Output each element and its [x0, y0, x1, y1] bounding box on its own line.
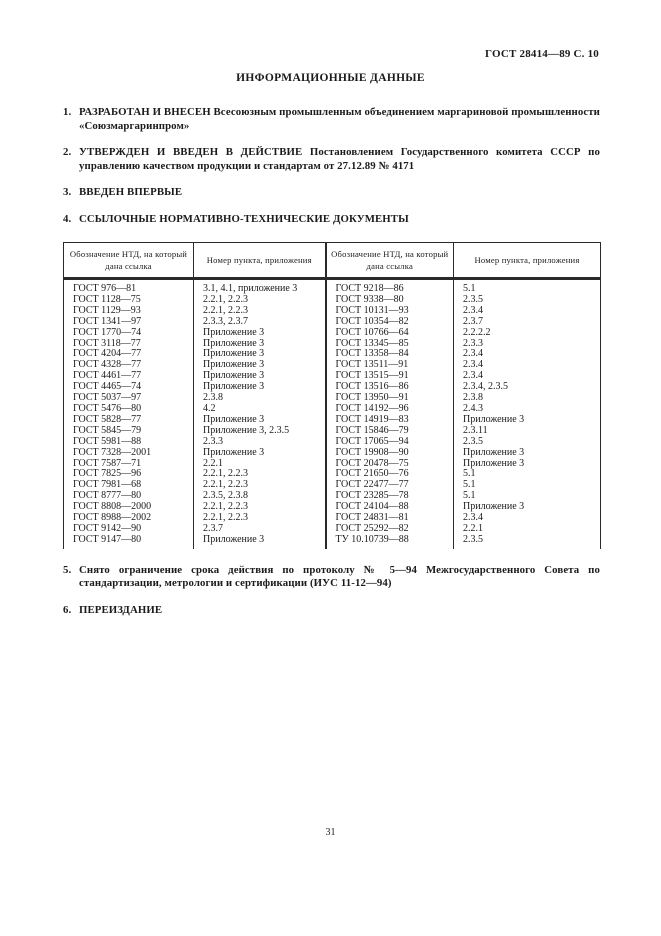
ntd-designation-cell: ГОСТ 5828—77: [64, 415, 194, 426]
ntd-designation-cell: ГОСТ 20478—75: [326, 459, 454, 470]
item-text: РАЗРАБОТАН И ВНЕСЕН Всесоюзным промышленным объединением маргариновой промышленности «Союзмаргаринпром»: [79, 106, 600, 132]
table-row: [64, 524, 601, 535]
ntd-designation-cell: ГОСТ 10354—82: [326, 317, 454, 328]
table-row: [64, 317, 601, 328]
ntd-designation-cell: ГОСТ 1128—75: [64, 295, 194, 306]
ntd-clause-cell: 2.3.4: [463, 305, 483, 316]
col-header-clause-right: Номер пункта, приложения: [454, 243, 601, 279]
ntd-designation-cell: ГОСТ 17065—94: [326, 437, 454, 448]
ntd-clause-cell: 2.3.4, 2.3.5: [463, 382, 508, 393]
table-row: [64, 535, 601, 549]
item-text: ПЕРЕИЗДАНИЕ: [79, 603, 163, 616]
ntd-clause-cell: Приложение 3: [194, 328, 326, 339]
ntd-clause-cell: 2.2.1, 2.2.3: [194, 469, 326, 480]
ntd-clause-cell: 2.2.1: [463, 523, 483, 534]
list-item-2: [63, 146, 600, 173]
ntd-clause-cell: 2.3.4: [463, 513, 483, 524]
ntd-designation-cell: ГОСТ 19908—90: [326, 448, 454, 459]
ntd-designation-cell: ГОСТ 13358—84: [326, 349, 454, 360]
ntd-table-body: [64, 279, 601, 549]
ntd-designation-cell: ГОСТ 10131—93: [326, 306, 454, 317]
ntd-clause-cell: 2.3.8: [463, 393, 483, 404]
ntd-designation-cell: ГОСТ 14192—96: [326, 404, 454, 415]
ntd-clause-cell: 5.1: [463, 480, 476, 491]
ntd-clause-cell: 2.3.3, 2.3.7: [194, 317, 326, 328]
table-row: [64, 371, 601, 382]
ntd-clause-cell: Приложение 3: [194, 339, 326, 350]
ntd-clause-cell: 2.2.1, 2.2.3: [194, 295, 326, 306]
table-row: [64, 393, 601, 404]
ntd-designation-cell: ГОСТ 7825—96: [64, 469, 194, 480]
doc-header: ГОСТ 28414—89 С. 10: [485, 48, 599, 60]
ntd-designation-cell: ГОСТ 4461—77: [64, 371, 194, 382]
ntd-designation-cell: ГОСТ 4204—77: [64, 349, 194, 360]
ntd-designation-cell: ГОСТ 8808—2000: [64, 502, 194, 513]
table-row: [64, 415, 601, 426]
ntd-clause-cell: 2.3.4: [463, 371, 483, 382]
table-row: [64, 469, 601, 480]
list-item-5: [63, 564, 600, 591]
ntd-clause-cell: 4.2: [194, 404, 326, 415]
table-row: [64, 349, 601, 360]
item-text: Снято ограничение срока действия по протоколу № 5—94 Межгосударственного Совета по стандартизации, метрологии и сертификации (ИУС 11-12—94): [79, 563, 600, 590]
ntd-designation-cell: ГОСТ 976—81: [64, 279, 194, 295]
ntd-clause-cell: 2.3.8: [194, 393, 326, 404]
ntd-clause-cell: 2.3.4: [463, 360, 483, 371]
ntd-designation-cell: ГОСТ 23285—78: [326, 491, 454, 502]
ntd-designation-cell: ГОСТ 24831—81: [326, 513, 454, 524]
ntd-clause-cell: 2.3.11: [463, 425, 488, 436]
table-row: [64, 360, 601, 371]
ntd-designation-cell: ГОСТ 22477—77: [326, 480, 454, 491]
ntd-designation-cell: ГОСТ 5981—88: [64, 437, 194, 448]
ntd-designation-cell: ГОСТ 9147—80: [64, 535, 194, 549]
ntd-clause-cell: Приложение 3: [194, 349, 326, 360]
table-row: [64, 339, 601, 350]
ntd-clause-cell: 2.3.3: [463, 338, 483, 349]
ntd-clause-cell: Приложение 3: [194, 535, 326, 549]
ntd-designation-cell: ТУ 10.10739—88: [326, 535, 454, 549]
page-title: ИНФОРМАЦИОННЫЕ ДАННЫЕ: [236, 72, 425, 84]
ntd-clause-cell: Приложение 3: [463, 414, 525, 425]
ntd-designation-cell: ГОСТ 7328—2001: [64, 448, 194, 459]
ntd-designation-cell: ГОСТ 1341—97: [64, 317, 194, 328]
ntd-clause-cell: 5.1: [463, 491, 476, 502]
ntd-clause-cell: 3.1, 4.1, приложение 3: [194, 279, 326, 295]
ntd-clause-cell: 2.3.5: [463, 294, 483, 305]
ntd-clause-cell: 2.3.3: [194, 437, 326, 448]
ntd-clause-cell: 2.2.2.2: [463, 327, 491, 338]
ntd-designation-cell: ГОСТ 21650—76: [326, 469, 454, 480]
item-number: 3.: [63, 186, 72, 198]
ntd-clause-cell: 2.3.4: [463, 349, 483, 360]
ntd-clause-cell: 2.2.1: [194, 459, 326, 470]
ntd-designation-cell: ГОСТ 10766—64: [326, 328, 454, 339]
table-row: [64, 426, 601, 437]
ntd-clause-cell: 5.1: [463, 469, 476, 480]
table-row: [64, 382, 601, 393]
ntd-clause-cell: 5.1: [463, 283, 476, 294]
ntd-clause-cell: 2.2.1, 2.2.3: [194, 513, 326, 524]
table-row: [64, 437, 601, 448]
table-row: [64, 513, 601, 524]
ntd-clause-cell: 2.3.5, 2.3.8: [194, 491, 326, 502]
item-number: 2.: [63, 146, 72, 158]
ntd-designation-cell: ГОСТ 7981—68: [64, 480, 194, 491]
ntd-designation-cell: ГОСТ 13345—85: [326, 339, 454, 350]
table-row: [64, 480, 601, 491]
table-row: [64, 459, 601, 470]
ntd-clause-cell: Приложение 3: [463, 447, 525, 458]
ntd-clause-cell: 2.2.1, 2.2.3: [194, 480, 326, 491]
item-text: ССЫЛОЧНЫЕ НОРМАТИВНО-ТЕХНИЧЕСКИЕ ДОКУМЕНТЫ: [79, 212, 409, 225]
col-header-designation-right: Обозначение НТД, на который дана ссылка: [326, 243, 454, 279]
item-number: 5.: [63, 563, 72, 576]
ntd-designation-cell: ГОСТ 1770—74: [64, 328, 194, 339]
ntd-clause-cell: Приложение 3: [194, 360, 326, 371]
ntd-designation-cell: ГОСТ 4465—74: [64, 382, 194, 393]
ntd-designation-cell: ГОСТ 5476—80: [64, 404, 194, 415]
table-row: [64, 279, 601, 295]
item-number: 4.: [63, 212, 72, 225]
list-item-4: [63, 213, 600, 227]
ntd-designation-cell: ГОСТ 13511—91: [326, 360, 454, 371]
ntd-clause-cell: Приложение 3: [463, 502, 525, 513]
ntd-designation-cell: ГОСТ 14919—83: [326, 415, 454, 426]
ntd-reference-table: [63, 242, 601, 549]
ntd-clause-cell: 2.4.3: [463, 403, 483, 414]
table-header-row: [64, 243, 601, 279]
item-text: УТВЕРЖДЕН И ВВЕДЕН В ДЕЙСТВИЕ Постановлением Государственного комитета СССР по управлению качеством продукции и стандартам от 27.12.89 № 4171: [79, 146, 600, 172]
table-row: [64, 404, 601, 415]
ntd-clause-cell: Приложение 3: [194, 382, 326, 393]
ntd-designation-cell: ГОСТ 5845—79: [64, 426, 194, 437]
table-row: [64, 491, 601, 502]
ntd-designation-cell: ГОСТ 13516—86: [326, 382, 454, 393]
ntd-designation-cell: ГОСТ 15846—79: [326, 426, 454, 437]
ntd-designation-cell: ГОСТ 8988—2002: [64, 513, 194, 524]
ntd-designation-cell: ГОСТ 4328—77: [64, 360, 194, 371]
ntd-clause-cell: Приложение 3: [194, 415, 326, 426]
ntd-clause-cell: 2.3.7: [463, 316, 483, 327]
item-text: ВВЕДЕН ВПЕРВЫЕ: [79, 186, 183, 198]
item-number: 6.: [63, 603, 72, 616]
ntd-designation-cell: ГОСТ 24104—88: [326, 502, 454, 513]
ntd-clause-cell: 2.2.1, 2.2.3: [194, 306, 326, 317]
ntd-designation-cell: ГОСТ 8777—80: [64, 491, 194, 502]
ntd-designation-cell: ГОСТ 9218—86: [326, 279, 454, 295]
ntd-designation-cell: ГОСТ 3118—77: [64, 339, 194, 350]
table-row: [64, 328, 601, 339]
ntd-clause-cell: 2.3.5: [463, 436, 483, 447]
ntd-clause-cell: Приложение 3: [194, 448, 326, 459]
ntd-designation-cell: ГОСТ 13515—91: [326, 371, 454, 382]
ntd-clause-cell: 2.3.5: [463, 534, 483, 545]
ntd-designation-cell: ГОСТ 1129—93: [64, 306, 194, 317]
ntd-clause-cell: Приложение 3: [463, 458, 525, 469]
ntd-designation-cell: ГОСТ 9142—90: [64, 524, 194, 535]
page-number: 31: [325, 827, 336, 838]
list-item-6: [63, 604, 600, 618]
ntd-designation-cell: ГОСТ 13950—91: [326, 393, 454, 404]
content-area: [63, 100, 600, 630]
list-item-3: [63, 186, 600, 200]
ntd-designation-cell: ГОСТ 25292—82: [326, 524, 454, 535]
table-row: [64, 448, 601, 459]
col-header-clause-left: Номер пункта, приложения: [194, 243, 326, 279]
ntd-clause-cell: 2.2.1, 2.2.3: [194, 502, 326, 513]
col-header-designation-left: Обозначение НТД, на который дана ссылка: [64, 243, 194, 279]
table-row: [64, 306, 601, 317]
table-row: [64, 502, 601, 513]
ntd-clause-cell: 2.3.7: [194, 524, 326, 535]
ntd-designation-cell: ГОСТ 5037—97: [64, 393, 194, 404]
list-item-1: [63, 106, 600, 133]
ntd-designation-cell: ГОСТ 9338—80: [326, 295, 454, 306]
ntd-clause-cell: Приложение 3, 2.3.5: [194, 426, 326, 437]
ntd-clause-cell: Приложение 3: [194, 371, 326, 382]
item-number: 1.: [63, 106, 72, 118]
ntd-designation-cell: ГОСТ 7587—71: [64, 459, 194, 470]
table-row: [64, 295, 601, 306]
